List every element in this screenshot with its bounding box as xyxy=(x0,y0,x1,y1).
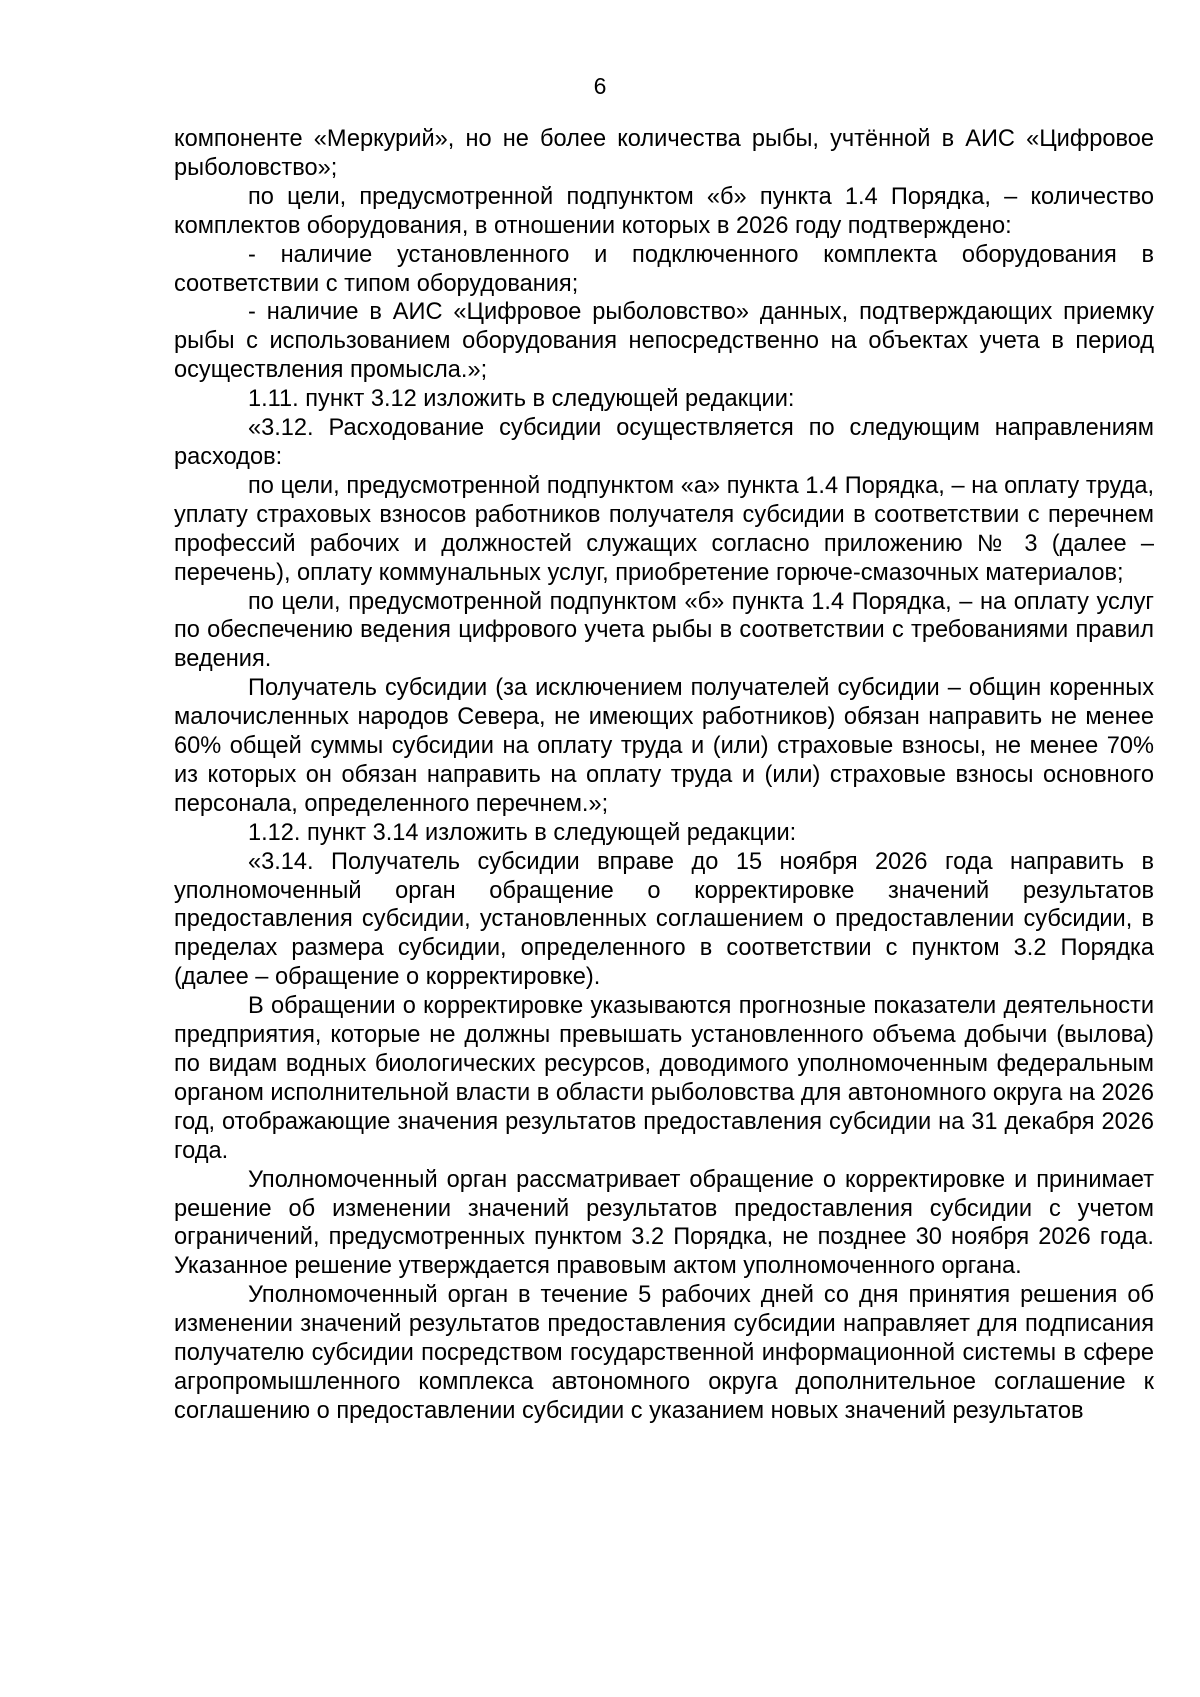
paragraph: компоненте «Меркурий», но не более количества рыбы, учтённой в АИС «Цифровое рыболовство»; xyxy=(174,126,1154,181)
document-body xyxy=(174,125,1154,1426)
paragraph: 1.12. пункт 3.14 изложить в следующей редакции: xyxy=(248,819,797,846)
page-number: 6 xyxy=(593,73,607,99)
paragraph: по цели, предусмотренной подпунктом «б» пункта 1.4 Порядка, – на оплату услуг по обеспечению ведения цифрового учета рыбы в соответствии с требованиями правил ведения. xyxy=(174,588,1154,673)
paragraph: «3.14. Получатель субсидии вправе до 15 ноября 2026 года направить в уполномоченный орган обращение о корректировке значений результатов предоставления субсидии, установленных соглашением о предоставлении субсидии, в пределах размера субсидии, определенного в соответствии с пунктом 3.2 Порядка (далее – обращение о корректировке). xyxy=(174,848,1154,991)
paragraph: Уполномоченный орган в течение 5 рабочих дней со дня принятия решения об изменении значений результатов предоставления субсидии направляет для подписания получателю субсидии посредством государственной информационной системы в сфере агропромышленного комплекса автономного округа дополнительное соглашение к соглашению о предоставлении субсидии с указанием новых значений результатов xyxy=(174,1282,1154,1424)
paragraph: Получатель субсидии (за исключением получателей субсидии – общин коренных малочисленных народов Севера, не имеющих работников) обязан направить не менее 60% общей суммы субсидии на оплату труда и (или) страховые взносы, не менее 70% из которых он обязан направить на оплату труда и (или) страховые взносы основного персонала, определенного перечнем.»; xyxy=(174,675,1154,817)
paragraph: - наличие в АИС «Цифровое рыболовство» данных, подтверждающих приемку рыбы с использованием оборудования непосредственно на объектах учета в период осуществления промысла.»; xyxy=(174,299,1154,384)
paragraph: 1.11. пункт 3.12 изложить в следующей редакции: xyxy=(248,386,795,413)
paragraph: - наличие установленного и подключенного комплекта оборудования в соответствии с типом оборудования; xyxy=(174,241,1154,297)
paragraph: по цели, предусмотренной подпунктом «б» пункта 1.4 Порядка, – количество комплектов оборудования, в отношении которых в 2026 году подтверждено: xyxy=(174,183,1154,239)
paragraph: Уполномоченный орган рассматривает обращение о корректировке и принимает решение об изменении значений результатов предоставления субсидии с учетом ограничений, предусмотренных пунктом 3.2 Порядка, не позднее 30 ноября 2026 года. Указанное решение утверждается правовым актом уполномоченного органа. xyxy=(174,1166,1154,1280)
paragraph: В обращении о корректировке указываются прогнозные показатели деятельности предприятия, которые не должны превышать установленного объема добычи (вылова) по видам водных биологических ресурсов, доводимого уполномоченным федеральным органом исполнительной власти в области рыболовства для автономного округа на 2026 год, отображающие значения результатов предоставления субсидии на 31 декабря 2026 года. xyxy=(174,993,1154,1164)
paragraph: «3.12. Расходование субсидии осуществляется по следующим направлениям расходов: xyxy=(174,415,1154,470)
paragraph: по цели, предусмотренной подпунктом «а» пункта 1.4 Порядка, – на оплату труда, уплату страховых взносов работников получателя субсидии в соответствии с перечнем профессий рабочих и должностей служащих согласно приложению № 3 (далее – перечень), оплату коммунальных услуг, приобретение горюче-смазочных материалов; xyxy=(174,472,1154,586)
